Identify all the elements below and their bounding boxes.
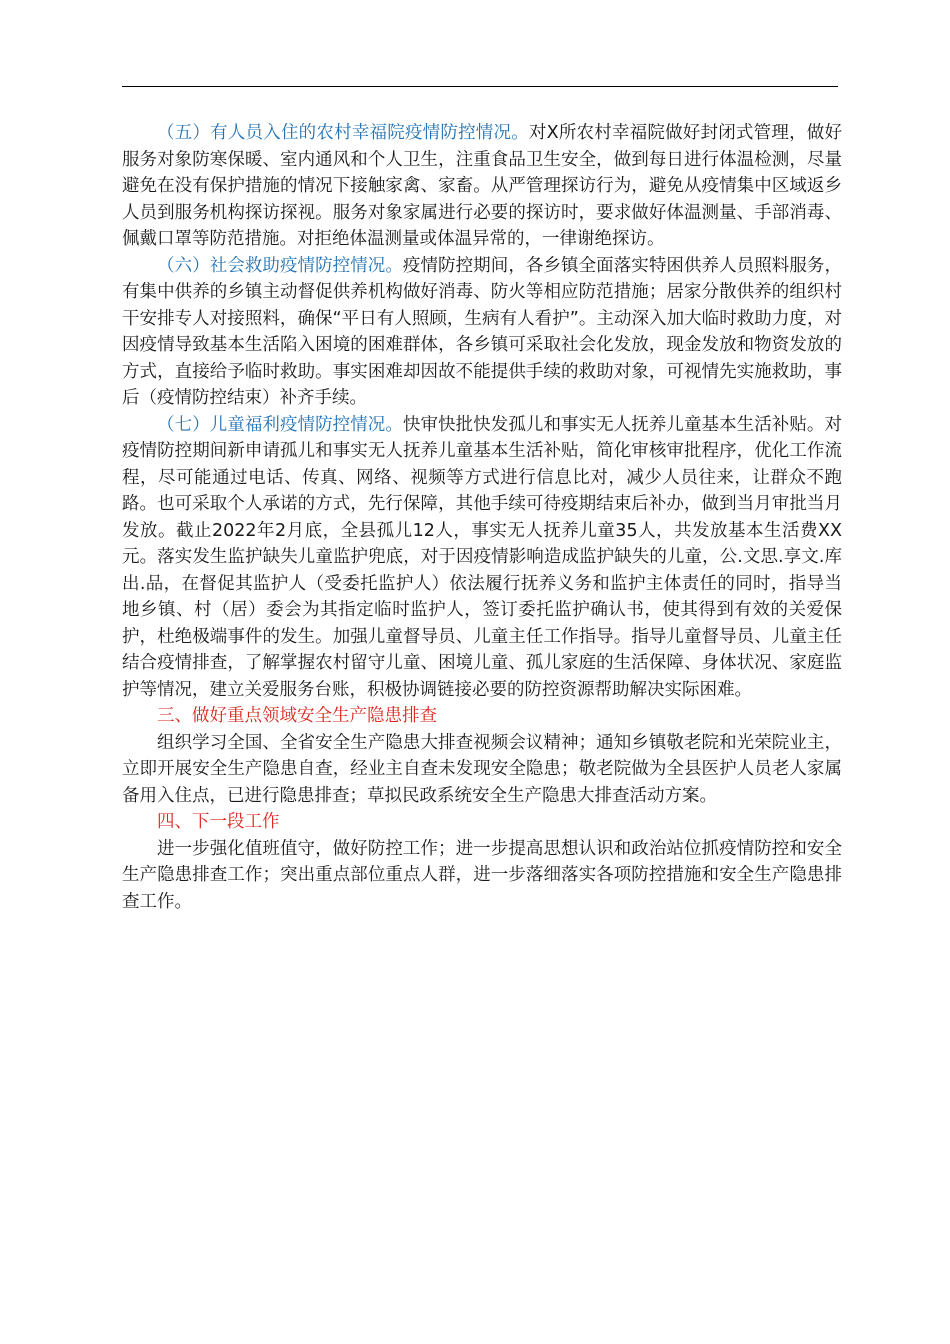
paragraph-text: 快审快批快发孤儿和事实无人抚养儿童基本生活补贴。对疫情防控期间新申请孤儿和事实无人抚养儿童基本生活补贴，简化审核审批程序，优化工作流程，尽可能通过电话、传真、网络、视频等方式进行信息比对，减少人员往来，让群众不跑路。也可采取个人承诺的方式，先行保障，其他手续可待疫期结束后补办，做到当月审批当月发放。截止2022年2月底，全县孤儿12人，事实无人抚养儿童35人，共发放基本生活费XX元。落实发生监护缺失儿童监护兜底，对于因疫情影响造成监护缺失的儿童，公.文思.享文.库出.品，在督促其监护人（受委托监护人）依法履行抚养义务和监护主体责任的同时，指导当地乡镇、村（居）委会为其指定临时监护人，签订委托监护确认书，使其得到有效的关爱保护，杜绝极端事件的发生。加强儿童督导员、儿童主任工作指导。指导儿童督导员、儿童主任结合疫情排查，了解掌握农村留守儿童、困境儿童、孤儿家庭的生活保障、身体状况、家庭监护等情况，建立关爱服务台账，积极协调链接必要的防控资源帮助解决实际困难。 bbox=[122, 414, 842, 700]
section-heading-next-steps: 四、下一段工作 bbox=[157, 812, 280, 832]
section-heading-safety: 三、做好重点领域安全生产隐患排查 bbox=[157, 706, 437, 726]
header-rule bbox=[122, 86, 838, 87]
paragraph-lead: （六）社会救助疫情防控情况。 bbox=[157, 255, 403, 276]
paragraph-social-assistance bbox=[122, 253, 842, 412]
paragraph-text: 疫情防控期间，各乡镇全面落实特困供养人员照料服务，有集中供养的乡镇主动督促供养机构做好消毒、防火等相应防范措施；居家分散供养的组织村干安排专人对接照料，确保“平日有人照顾，生病有人看护”。主动深入加大临时救助力度，对因疫情导致基本生活陷入困境的困难群体，各乡镇可采取社会化发放，现金发放和物资发放的方式，直接给予临时救助。事实困难却因故不能提供手续的救助对象，可视情先实施救助，事后（疫情防控结束）补齐手续。 bbox=[122, 255, 842, 408]
paragraph-safety-inspection: 组织学习全国、全省安全生产隐患大排查视频会议精神；通知乡镇敬老院和光荣院业主，立即开展安全生产隐患自查，经业主自查未发现安全隐患；敬老院做为全县医护人员老人家属备用入住点，已进行隐患排查；草拟民政系统安全生产隐患大排查活动方案。 bbox=[122, 732, 842, 806]
paragraph-welfare-homes bbox=[122, 120, 842, 253]
paragraph-text: 对X所农村幸福院做好封闭式管理，做好服务对象防寒保暖、室内通风和个人卫生，注重食品卫生安全，做到每日进行体温检测，尽量避免在没有保护措施的情况下接触家禽、家畜。从严管理探访行为，避免从疫情集中区域返乡人员到服务机构探访探视。服务对象家属进行必要的探访时，要求做好体温测量、手部消毒、佩戴口罩等防范措施。对拒绝体温测量或体温异常的，一律谢绝探访。 bbox=[122, 123, 842, 249]
paragraph-child-welfare bbox=[122, 412, 842, 704]
document-body bbox=[122, 120, 842, 915]
paragraph-lead: （五）有人员入住的农村幸福院疫情防控情况。 bbox=[157, 123, 529, 143]
paragraph-lead: （七）儿童福利疫情防控情况。 bbox=[157, 414, 403, 435]
paragraph-next-steps: 进一步强化值班值守，做好防控工作；进一步提高思想认识和政治站位抓疫情防控和安全生产隐患排查工作；突出重点部位重点人群，进一步落细落实各项防控措施和安全生产隐患排查工作。 bbox=[122, 838, 842, 912]
